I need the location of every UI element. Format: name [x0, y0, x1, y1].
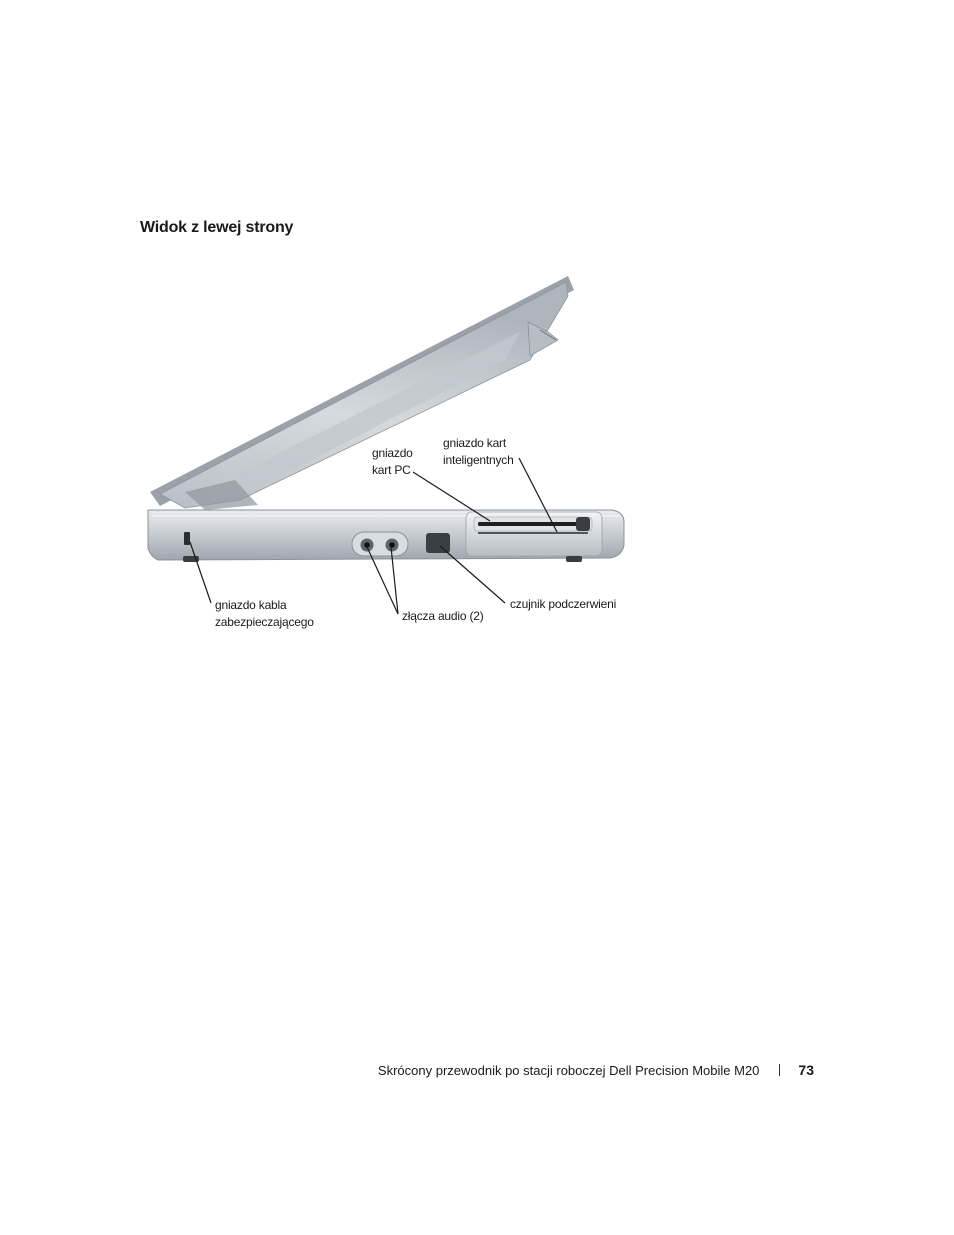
laptop-base	[148, 510, 624, 562]
page-number: 73	[798, 1062, 814, 1078]
section-heading: Widok z lewej strony	[140, 219, 294, 236]
callout-smart-card-slot: gniazdo kart inteligentnych	[443, 436, 514, 467]
callout-infrared-sensor: czujnik podczerwieni	[510, 597, 617, 611]
callout-audio-connectors: złącza audio (2)	[402, 609, 484, 623]
callout-security-cable-slot: gniazdo kabla zabezpieczającego	[215, 598, 314, 629]
footer-separator	[779, 1064, 780, 1076]
laptop-lid	[150, 276, 574, 510]
pc-card-slot	[478, 522, 578, 526]
security-cable-slot	[184, 532, 190, 545]
eject-button	[576, 517, 590, 531]
page-footer	[378, 1062, 814, 1078]
infrared-sensor	[426, 533, 450, 553]
footer-title: Skrócony przewodnik po stacji roboczej Dell Precision Mobile M20	[377, 1062, 760, 1078]
callout-pc-card-slot: gniazdo kart PC	[372, 446, 413, 477]
